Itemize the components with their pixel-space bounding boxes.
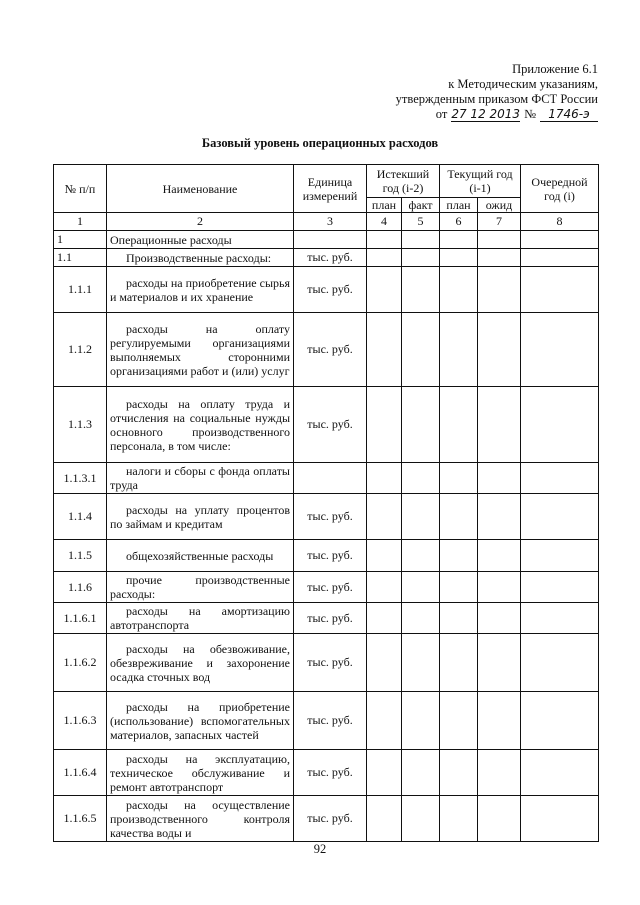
column-index: 4	[367, 213, 402, 231]
row-unit: тыс. руб.	[294, 494, 367, 540]
row-name: расходы на эксплуатацию, техническое обслуживание и ремонт автотранспорт	[107, 750, 294, 796]
order-date-line	[298, 107, 598, 122]
row-name: расходы на оплату регулируемыми организациями выполняемых сторонними организациями работ и (или) услуг	[107, 313, 294, 387]
column-index-row	[54, 213, 599, 231]
col-header-fact: факт	[402, 198, 440, 213]
table-row	[54, 267, 599, 313]
row-unit: тыс. руб.	[294, 540, 367, 572]
row-unit: тыс. руб.	[294, 634, 367, 692]
row-number: 1.1.3.1	[54, 463, 107, 494]
col-header-plan: план	[440, 198, 478, 213]
row-name: налоги и сборы с фонда оплаты труда	[107, 463, 294, 494]
row-name: Операционные расходы	[107, 231, 294, 249]
row-number: 1.1.6.4	[54, 750, 107, 796]
row-number: 1.1.6.1	[54, 603, 107, 634]
table-row	[54, 249, 599, 267]
row-number: 1.1.6	[54, 572, 107, 603]
row-unit: тыс. руб.	[294, 267, 367, 313]
row-number: 1.1.5	[54, 540, 107, 572]
table-row	[54, 231, 599, 249]
row-unit: тыс. руб.	[294, 249, 367, 267]
row-number: 1.1.6.5	[54, 796, 107, 842]
methodical-reference: к Методическим указаниям,	[448, 77, 598, 91]
from-label: от	[435, 107, 448, 121]
col-header-num: № п/п	[54, 165, 107, 213]
row-number: 1.1	[54, 249, 107, 267]
col-header-past-year: Истекший год (i-2)	[367, 165, 440, 198]
col-header-unit: Единица измерений	[294, 165, 367, 213]
row-number: 1.1.6.2	[54, 634, 107, 692]
row-number: 1.1.4	[54, 494, 107, 540]
row-name: расходы на обезвоживание, обезвреживание и захоронение осадка сточных вод	[107, 634, 294, 692]
column-index: 6	[440, 213, 478, 231]
column-index: 3	[294, 213, 367, 231]
order-date-handwritten: 27 12 2013	[451, 107, 521, 121]
column-index: 1	[54, 213, 107, 231]
table-row	[54, 387, 599, 463]
number-label: №	[524, 107, 536, 121]
row-name: расходы на приобретение сырья и материалов и их хранение	[107, 267, 294, 313]
row-unit: тыс. руб.	[294, 572, 367, 603]
row-number: 1.1.2	[54, 313, 107, 387]
row-unit	[294, 231, 367, 249]
col-header-expected: ожид	[478, 198, 521, 213]
row-name: расходы на приобретение (использование) вспомогательных материалов, запасных частей	[107, 692, 294, 750]
order-number-handwritten: 1746-э	[540, 107, 598, 122]
col-header-plan: план	[367, 198, 402, 213]
row-unit: тыс. руб.	[294, 313, 367, 387]
col-header-next-year: Очередной год (i)	[521, 165, 599, 213]
row-name: расходы на осуществление производственного контроля качества воды и	[107, 796, 294, 842]
column-index: 2	[107, 213, 294, 231]
table-row	[54, 692, 599, 750]
row-number: 1	[54, 231, 107, 249]
table-row	[54, 313, 599, 387]
row-unit: тыс. руб.	[294, 692, 367, 750]
row-name: расходы на амортизацию автотранспорта	[107, 603, 294, 634]
approval-order-line: утвержденным приказом ФСТ России	[395, 92, 598, 106]
row-name: расходы на уплату процентов по займам и кредитам	[107, 494, 294, 540]
row-number: 1.1.3	[54, 387, 107, 463]
column-index: 5	[402, 213, 440, 231]
row-name: общехозяйственные расходы	[107, 540, 294, 572]
row-number: 1.1.6.3	[54, 692, 107, 750]
col-header-name: Наименование	[107, 165, 294, 213]
row-name: Производственные расходы:	[107, 249, 294, 267]
row-unit	[294, 463, 367, 494]
column-index: 7	[478, 213, 521, 231]
table-row	[54, 634, 599, 692]
table-row	[54, 572, 599, 603]
table-row	[54, 750, 599, 796]
row-unit: тыс. руб.	[294, 750, 367, 796]
row-unit: тыс. руб.	[294, 796, 367, 842]
table-row	[54, 463, 599, 494]
row-name: прочие производственные расходы:	[107, 572, 294, 603]
approval-block	[298, 62, 598, 122]
document-title: Базовый уровень операционных расходов	[201, 136, 439, 150]
row-name: расходы на оплату труда и отчисления на социальные нужды основного производственного персонала, в том числе:	[107, 387, 294, 463]
operating-expenses-table	[53, 164, 599, 842]
table-row	[54, 603, 599, 634]
row-number: 1.1.1	[54, 267, 107, 313]
col-header-current-year: Текущий год (i-1)	[440, 165, 521, 198]
row-unit: тыс. руб.	[294, 603, 367, 634]
table-row	[54, 494, 599, 540]
table-row	[54, 540, 599, 572]
page-number: 92	[313, 842, 327, 856]
column-index: 8	[521, 213, 599, 231]
appendix-label: Приложение 6.1	[512, 62, 598, 76]
row-unit: тыс. руб.	[294, 387, 367, 463]
table-row	[54, 796, 599, 842]
